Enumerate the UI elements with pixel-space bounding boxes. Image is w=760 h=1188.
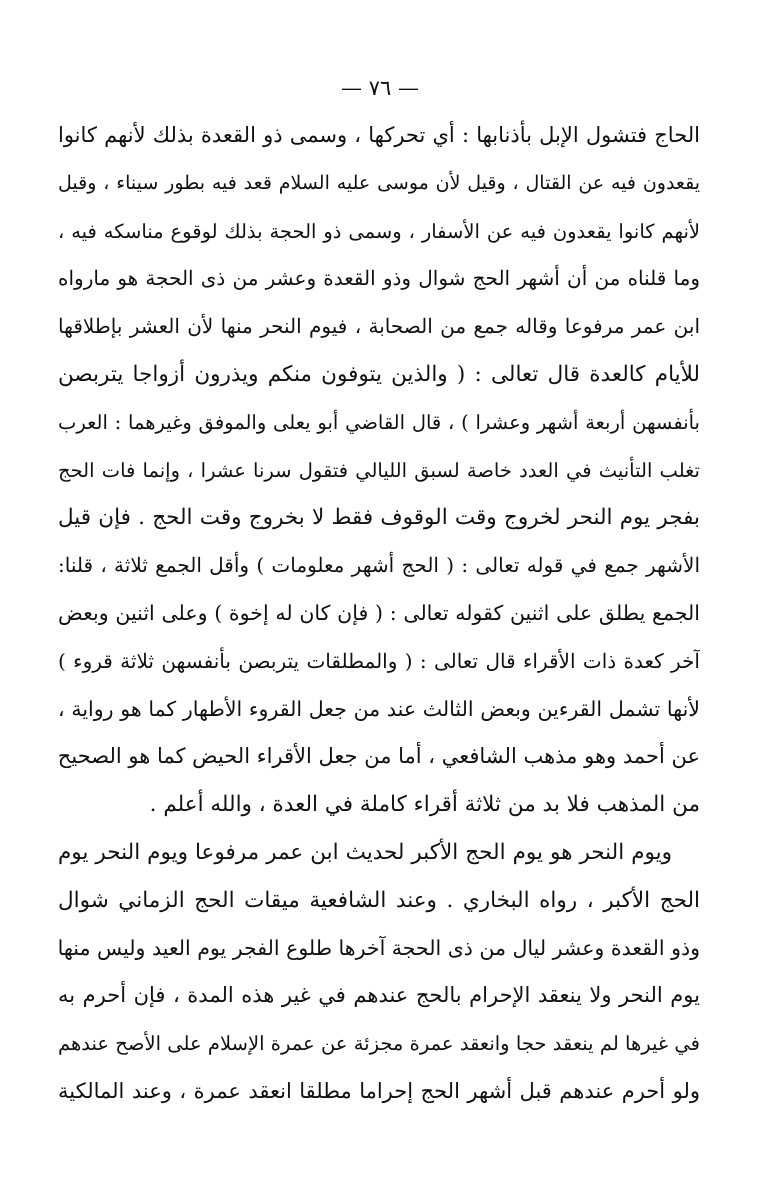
text-line: من المذهب فلا بد من ثلاثة أقراء كاملة في العدة ، والله أعلم .: [149, 792, 700, 818]
text-line: الأشهر جمع في قوله تعالى : ( الحج أشهر معلومات ) وأقل الجمع ثلاثة ، قلنا:: [58, 553, 700, 578]
text-line: يقعدون فيه عن القتال ، وقيل لأن موسى عليه السلام قعد فيه بطور سيناء ، وقيل: [58, 171, 700, 194]
text-line: بفجر يوم النحر لخروج وقت الوقوف فقط لا بخروج وقت الحج . فإن قيل: [58, 505, 700, 531]
text-line: ويوم النحر هو يوم الحج الأكبر لحديث ابن عمر مرفوعا ويوم النحر يوم: [58, 839, 672, 865]
text-line: ولو أحرم عندهم قبل أشهر الحج إحراما مطلقا انعقد عمرة ، وعند المالكية: [58, 1078, 700, 1103]
text-line: ابن عمر مرفوعا وقاله جمع من الصحابة ، فيوم النحر منها لأن العشر بإطلاقها: [58, 314, 700, 339]
text-line: آخر كعدة ذات الأقراء قال تعالى : ( والمطلقات يتربصن بأنفسهن ثلاثة قروء ): [58, 648, 700, 673]
text-line: عن أحمد وهو مذهب الشافعي ، أما من جعل الأقراء الحيض كما هو الصحيح: [58, 744, 700, 769]
text-line: الجمع يطلق على اثنين كقوله تعالى : ( فإن كان له إخوة ) وعلى اثنين وبعض: [58, 600, 700, 625]
page-number: — ٧٦ —: [341, 76, 419, 100]
text-line: وذو القعدة وعشر ليال من ذى الحجة آخرها طلوع الفجر يوم العيد وليس منها: [58, 935, 700, 960]
text-line: الحاج فتشول الإبل بأذنابها : أي تحركها ، وسمى ذو القعدة بذلك لأنهم كانوا: [58, 123, 700, 147]
text-line: الحج الأكبر ، رواه البخاري . وعند الشافعية ميقات الحج الزماني شوال: [58, 887, 700, 913]
text-line: لأنهم كانوا يقعدون فيه عن الأسفار ، وسمى ذو الحجة بذلك لوقوع مناسكه فيه ،: [58, 219, 700, 243]
text-line: بأنفسهن أربعة أشهر وعشرا ) ، قال القاضي أبو يعلى والموفق وغيرهما : العرب: [58, 410, 700, 434]
text-line: وما قلناه من أن أشهر الحج شوال وذو القعدة وعشر من ذى الحجة هو مارواه: [58, 266, 700, 291]
text-line: يوم النحر ولا ينعقد الإحرام بالحج عندهم في غير هذه المدة ، فإن أحرم به: [58, 983, 700, 1008]
text-line: في غيرها لم ينعقد حجا وانعقد عمرة مجزئة عن عمرة الإسلام على الأصح عندهم: [58, 1032, 700, 1056]
text-body: [58, 112, 700, 1116]
text-line: للأيام كالعدة قال تعالى : ( والذين يتوفون منكم ويذرون أزواجا يتربصن: [58, 361, 700, 387]
text-line: تغلب التأنيث في العدد خاصة لسبق الليالي فتقول سرنا عشرا ، وإنما فات الحج: [58, 458, 700, 482]
text-line: لأنها تشمل القرءين وبعض الثالث عند من جعل القروء الأطهار كما هو رواية ،: [58, 696, 700, 721]
